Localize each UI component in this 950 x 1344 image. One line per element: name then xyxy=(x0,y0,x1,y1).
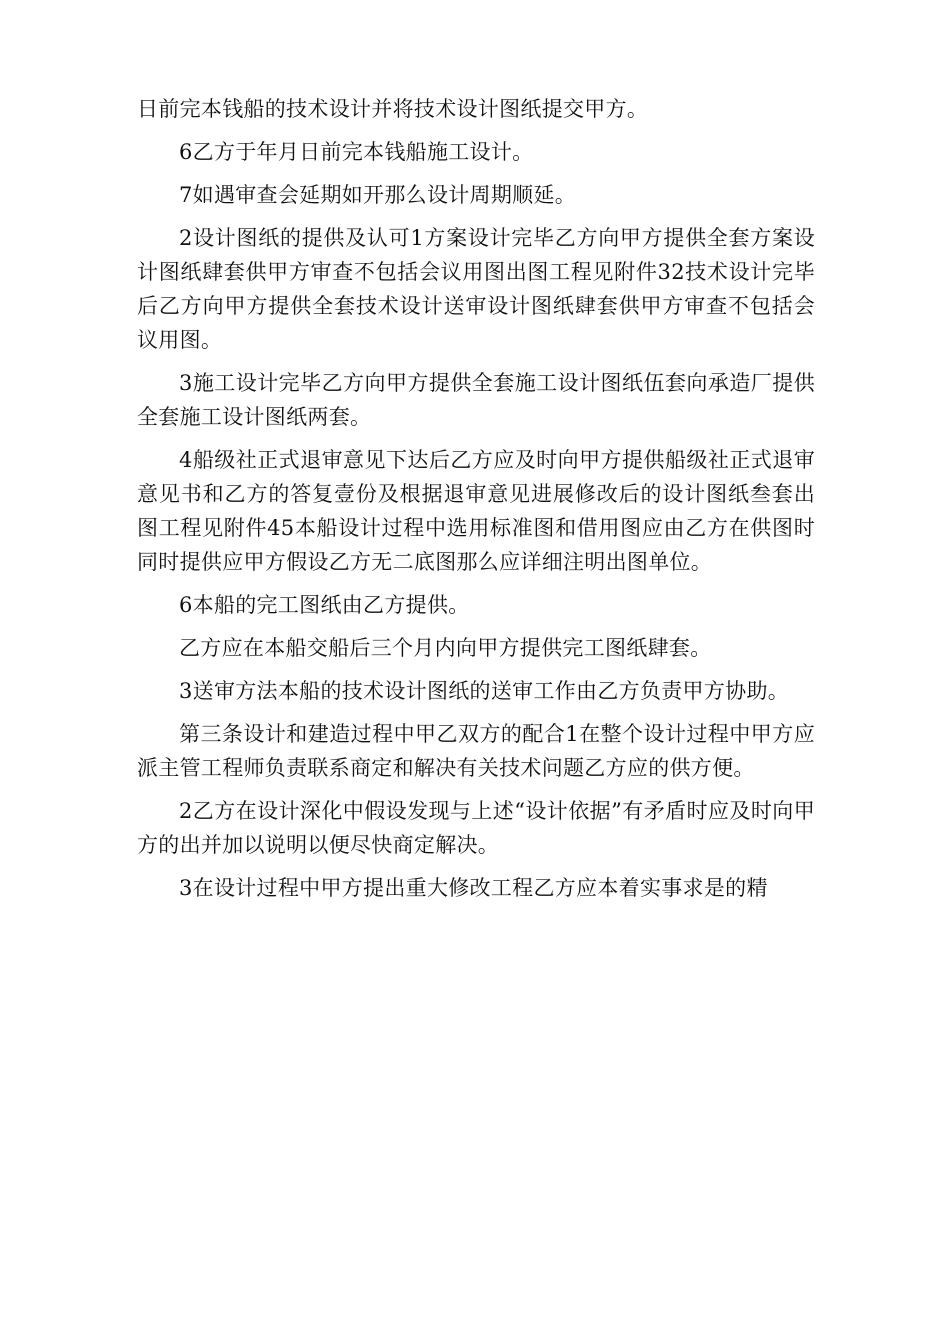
document-body xyxy=(137,92,815,914)
paragraph-2: 6乙方于年月日前完本钱船施工设计。 xyxy=(179,140,534,164)
paragraph-6: 4船级社正式退审意见下达后乙方应及时向甲方提供船级社正式退审意见书和乙方的答复壹份及根据退审意见进展修改后的设计图纸叁套出图工程见附件45本船设计过程中选用标准图和借用图应由乙方在供图时同时提供应甲方假设乙方无二底图那么应详细注明出图单位。 xyxy=(137,448,815,574)
paragraph-3: 7如遇审查会延期如开那么设计周期顺延。 xyxy=(179,183,577,207)
paragraph-12: 3在设计过程中甲方提出重大修改工程乙方应本着实事求是的精 xyxy=(179,876,768,900)
paragraph-5: 3施工设计完毕乙方向甲方提供全套施工设计图纸伍套向承造厂提供全套施工设计图纸两套。 xyxy=(137,371,815,429)
paragraph-4: 2设计图纸的提供及认可1方案设计完毕乙方向甲方提供全套方案设计图纸肆套供甲方审查不包括会议用图出图工程见附件32技术设计完毕后乙方向甲方提供全套技术设计送审设计图纸肆套供甲方审查不包括会议用图。 xyxy=(137,226,815,352)
paragraph-8: 乙方应在本船交船后三个月内向甲方提供完工图纸肆套。 xyxy=(179,636,712,660)
paragraph-9: 3送审方法本船的技术设计图纸的送审工作由乙方负责甲方协助。 xyxy=(179,679,790,703)
paragraph-7: 6本船的完工图纸由乙方提供。 xyxy=(179,593,470,617)
paragraph-10: 第三条设计和建造过程中甲乙双方的配合1在整个设计过程中甲方应派主管工程师负责联系商定和解决有关技术问题乙方应的供方便。 xyxy=(137,722,815,780)
paragraph-1: 日前完本钱船的技术设计并将技术设计图纸提交甲方。 xyxy=(137,97,649,121)
paragraph-11: 2乙方在设计深化中假设发现与上述“设计依据”有矛盾时应及时向甲方的出并加以说明以便尽快商定解决。 xyxy=(137,799,815,857)
